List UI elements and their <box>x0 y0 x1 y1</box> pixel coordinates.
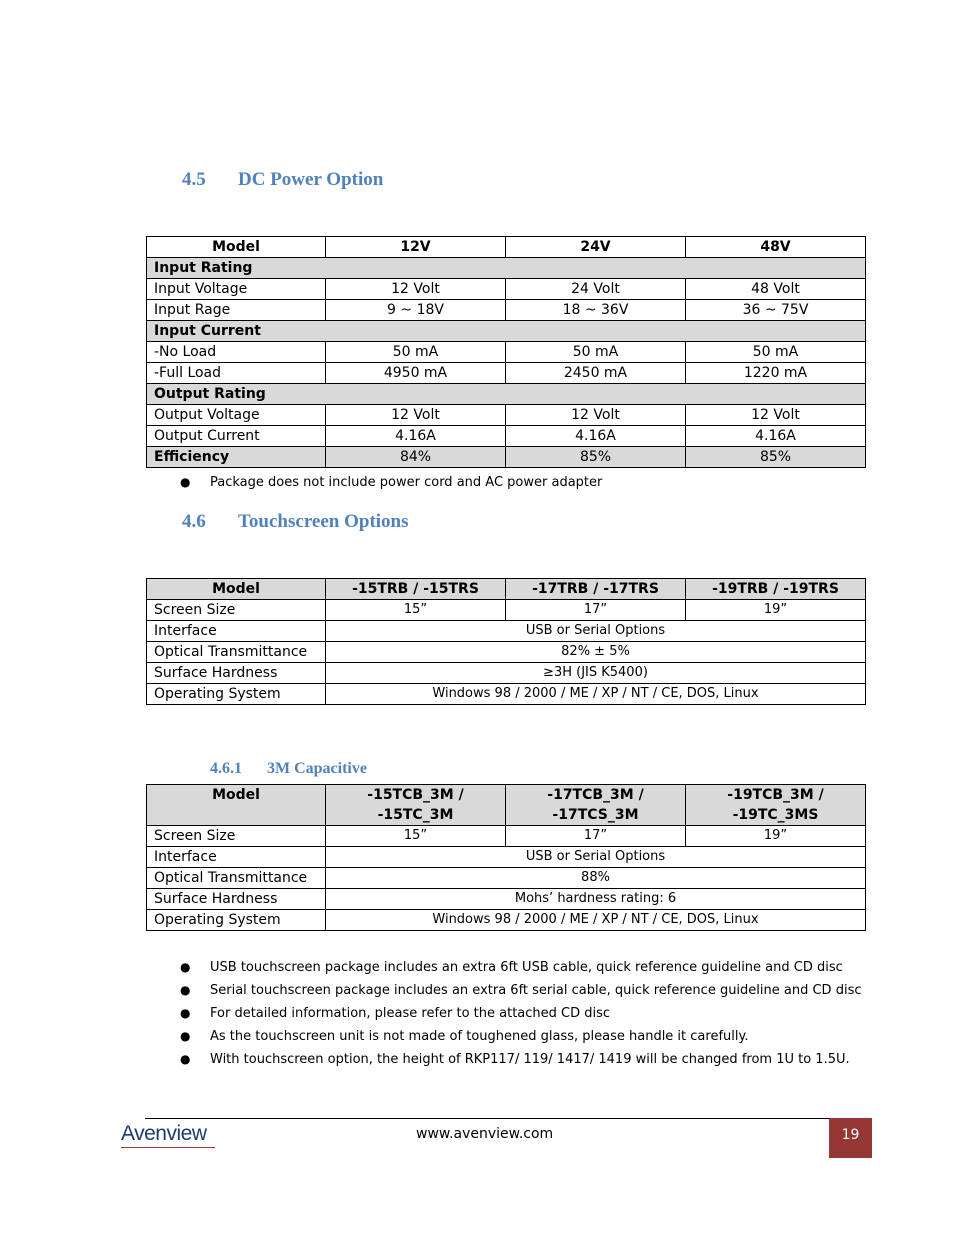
header-line: -19TCB_3M / <box>727 787 824 803</box>
table-cell: Windows 98 / 2000 / ME / XP / NT / CE, DOS, Linux <box>326 684 866 705</box>
header-cell <box>326 785 506 826</box>
bullet-icon: ● <box>180 475 191 489</box>
table-row <box>147 684 866 705</box>
table-row <box>147 300 866 321</box>
table-cell: 15” <box>326 826 506 847</box>
table-row <box>147 426 866 447</box>
header-line: -19TC_3MS <box>732 807 819 823</box>
table-cell: 18 ~ 36V <box>506 300 686 321</box>
table-row <box>147 847 866 868</box>
table-cell: 4.16A <box>506 426 686 447</box>
row-label: Interface <box>147 847 326 868</box>
table-row <box>147 910 866 931</box>
list-item <box>180 475 602 490</box>
note-text: As the touchscreen unit is not made of toughened glass, please handle it carefully. <box>210 1029 749 1044</box>
table-cell: 85% <box>506 447 686 468</box>
table-cell: 84% <box>326 447 506 468</box>
table-row <box>147 889 866 910</box>
table-cell: 12 Volt <box>326 279 506 300</box>
note-text: Serial touchscreen package includes an extra 6ft serial cable, quick reference guideline and CD disc <box>210 983 862 998</box>
row-label: Surface Hardness <box>147 889 326 910</box>
bullet-icon: ● <box>180 983 191 997</box>
table-section-row <box>147 384 866 405</box>
header-cell: -17TRB / -17TRS <box>506 579 686 600</box>
capacitive-table <box>146 784 866 931</box>
section-title: Touchscreen Options <box>238 511 409 532</box>
table-row <box>147 826 866 847</box>
table-cell: 48 Volt <box>686 279 866 300</box>
row-label: Operating System <box>147 910 326 931</box>
section-label: Output Rating <box>147 384 866 405</box>
table-cell: 88% <box>326 868 866 889</box>
header-cell <box>686 785 866 826</box>
table-cell: 2450 mA <box>506 363 686 384</box>
table-row <box>147 642 866 663</box>
table-section-row <box>147 321 866 342</box>
section-heading-touchscreen <box>182 511 582 537</box>
list-item <box>180 1002 862 1025</box>
subsection-number: 4.6.1 <box>210 760 242 777</box>
footer-url: www.avenview.com <box>416 1126 554 1142</box>
row-label: Output Current <box>147 426 326 447</box>
list-item <box>180 1025 862 1048</box>
section-label: Input Current <box>147 321 866 342</box>
row-label: Optical Transmittance <box>147 868 326 889</box>
header-line: -17TCB_3M / <box>547 787 644 803</box>
table-cell: 50 mA <box>506 342 686 363</box>
row-label: Screen Size <box>147 600 326 621</box>
table-cell: 82% ± 5% <box>326 642 866 663</box>
table-row <box>147 342 866 363</box>
table-cell: USB or Serial Options <box>326 847 866 868</box>
touchscreen-notes-list <box>180 956 862 1071</box>
bullet-icon: ● <box>180 1052 191 1066</box>
dc-notes-list <box>180 475 602 490</box>
avenview-logo: Avenview <box>121 1122 207 1145</box>
dc-power-table <box>146 236 866 468</box>
list-item <box>180 979 862 1002</box>
table-cell: 12 Volt <box>506 405 686 426</box>
header-cell: -19TRB / -19TRS <box>686 579 866 600</box>
row-label: Input Voltage <box>147 279 326 300</box>
row-label: Operating System <box>147 684 326 705</box>
note-text: For detailed information, please refer to the attached CD disc <box>210 1006 611 1021</box>
table-cell: 1220 mA <box>686 363 866 384</box>
table-cell: Windows 98 / 2000 / ME / XP / NT / CE, DOS, Linux <box>326 910 866 931</box>
footer-divider <box>145 1118 829 1119</box>
table-cell: ≥3H (JIS K5400) <box>326 663 866 684</box>
section-heading-dc-power <box>182 169 582 195</box>
table-row <box>147 405 866 426</box>
table-row <box>147 663 866 684</box>
table-cell: 19” <box>686 600 866 621</box>
logo-underline <box>121 1147 215 1148</box>
header-cell: -15TRB / -15TRS <box>326 579 506 600</box>
list-item <box>180 1048 862 1071</box>
table-cell: 4.16A <box>686 426 866 447</box>
table-cell: 4950 mA <box>326 363 506 384</box>
header-cell: 48V <box>686 237 866 258</box>
table-header-row <box>147 579 866 600</box>
bullet-icon: ● <box>180 1006 191 1020</box>
table-header-row <box>147 237 866 258</box>
table-cell: 50 mA <box>326 342 506 363</box>
bullet-icon: ● <box>180 960 191 974</box>
header-line: -17TCS_3M <box>552 807 639 823</box>
table-cell: 24 Volt <box>506 279 686 300</box>
row-label: Efficiency <box>147 447 326 468</box>
note-text: USB touchscreen package includes an extra 6ft USB cable, quick reference guideline and CD disc <box>210 960 843 975</box>
table-cell: 36 ~ 75V <box>686 300 866 321</box>
note-text: Package does not include power cord and AC power adapter <box>210 475 603 490</box>
header-cell <box>506 785 686 826</box>
table-header-row <box>147 785 866 826</box>
header-cell: 12V <box>326 237 506 258</box>
row-label: Surface Hardness <box>147 663 326 684</box>
header-cell: Model <box>147 237 326 258</box>
header-cell: 24V <box>506 237 686 258</box>
table-row <box>147 363 866 384</box>
row-label: Input Rage <box>147 300 326 321</box>
header-cell: Model <box>147 785 326 826</box>
row-label: Interface <box>147 621 326 642</box>
table-cell: 12 Volt <box>326 405 506 426</box>
note-text: With touchscreen option, the height of RKP117/ 119/ 1417/ 1419 will be changed from 1U to 1.5U. <box>210 1052 850 1067</box>
header-line: -15TCB_3M / <box>367 787 464 803</box>
section-title: DC Power Option <box>238 169 384 190</box>
row-label: -Full Load <box>147 363 326 384</box>
list-item <box>180 956 862 979</box>
bullet-icon: ● <box>180 1029 191 1043</box>
table-row <box>147 868 866 889</box>
table-cell: 4.16A <box>326 426 506 447</box>
table-cell: 9 ~ 18V <box>326 300 506 321</box>
touchscreen-table <box>146 578 866 705</box>
table-cell: 19” <box>686 826 866 847</box>
table-cell: 17” <box>506 600 686 621</box>
table-row <box>147 279 866 300</box>
row-label: Optical Transmittance <box>147 642 326 663</box>
table-cell: Mohs’ hardness rating: 6 <box>326 889 866 910</box>
subsection-title: 3M Capacitive <box>267 760 367 777</box>
table-cell: 12 Volt <box>686 405 866 426</box>
table-cell: 15” <box>326 600 506 621</box>
table-row <box>147 600 866 621</box>
table-cell: USB or Serial Options <box>326 621 866 642</box>
section-label: Input Rating <box>147 258 866 279</box>
row-label: Screen Size <box>147 826 326 847</box>
section-number: 4.6 <box>182 511 206 532</box>
table-cell: 85% <box>686 447 866 468</box>
header-cell: Model <box>147 579 326 600</box>
section-number: 4.5 <box>182 169 206 190</box>
row-label: Output Voltage <box>147 405 326 426</box>
page-number-badge: 19 <box>829 1118 872 1158</box>
table-row <box>147 621 866 642</box>
table-row-efficiency <box>147 447 866 468</box>
row-label: -No Load <box>147 342 326 363</box>
subsection-heading-3m-capacitive <box>210 760 510 782</box>
table-cell: 50 mA <box>686 342 866 363</box>
header-line: -15TC_3M <box>377 807 454 823</box>
table-cell: 17” <box>506 826 686 847</box>
table-section-row <box>147 258 866 279</box>
